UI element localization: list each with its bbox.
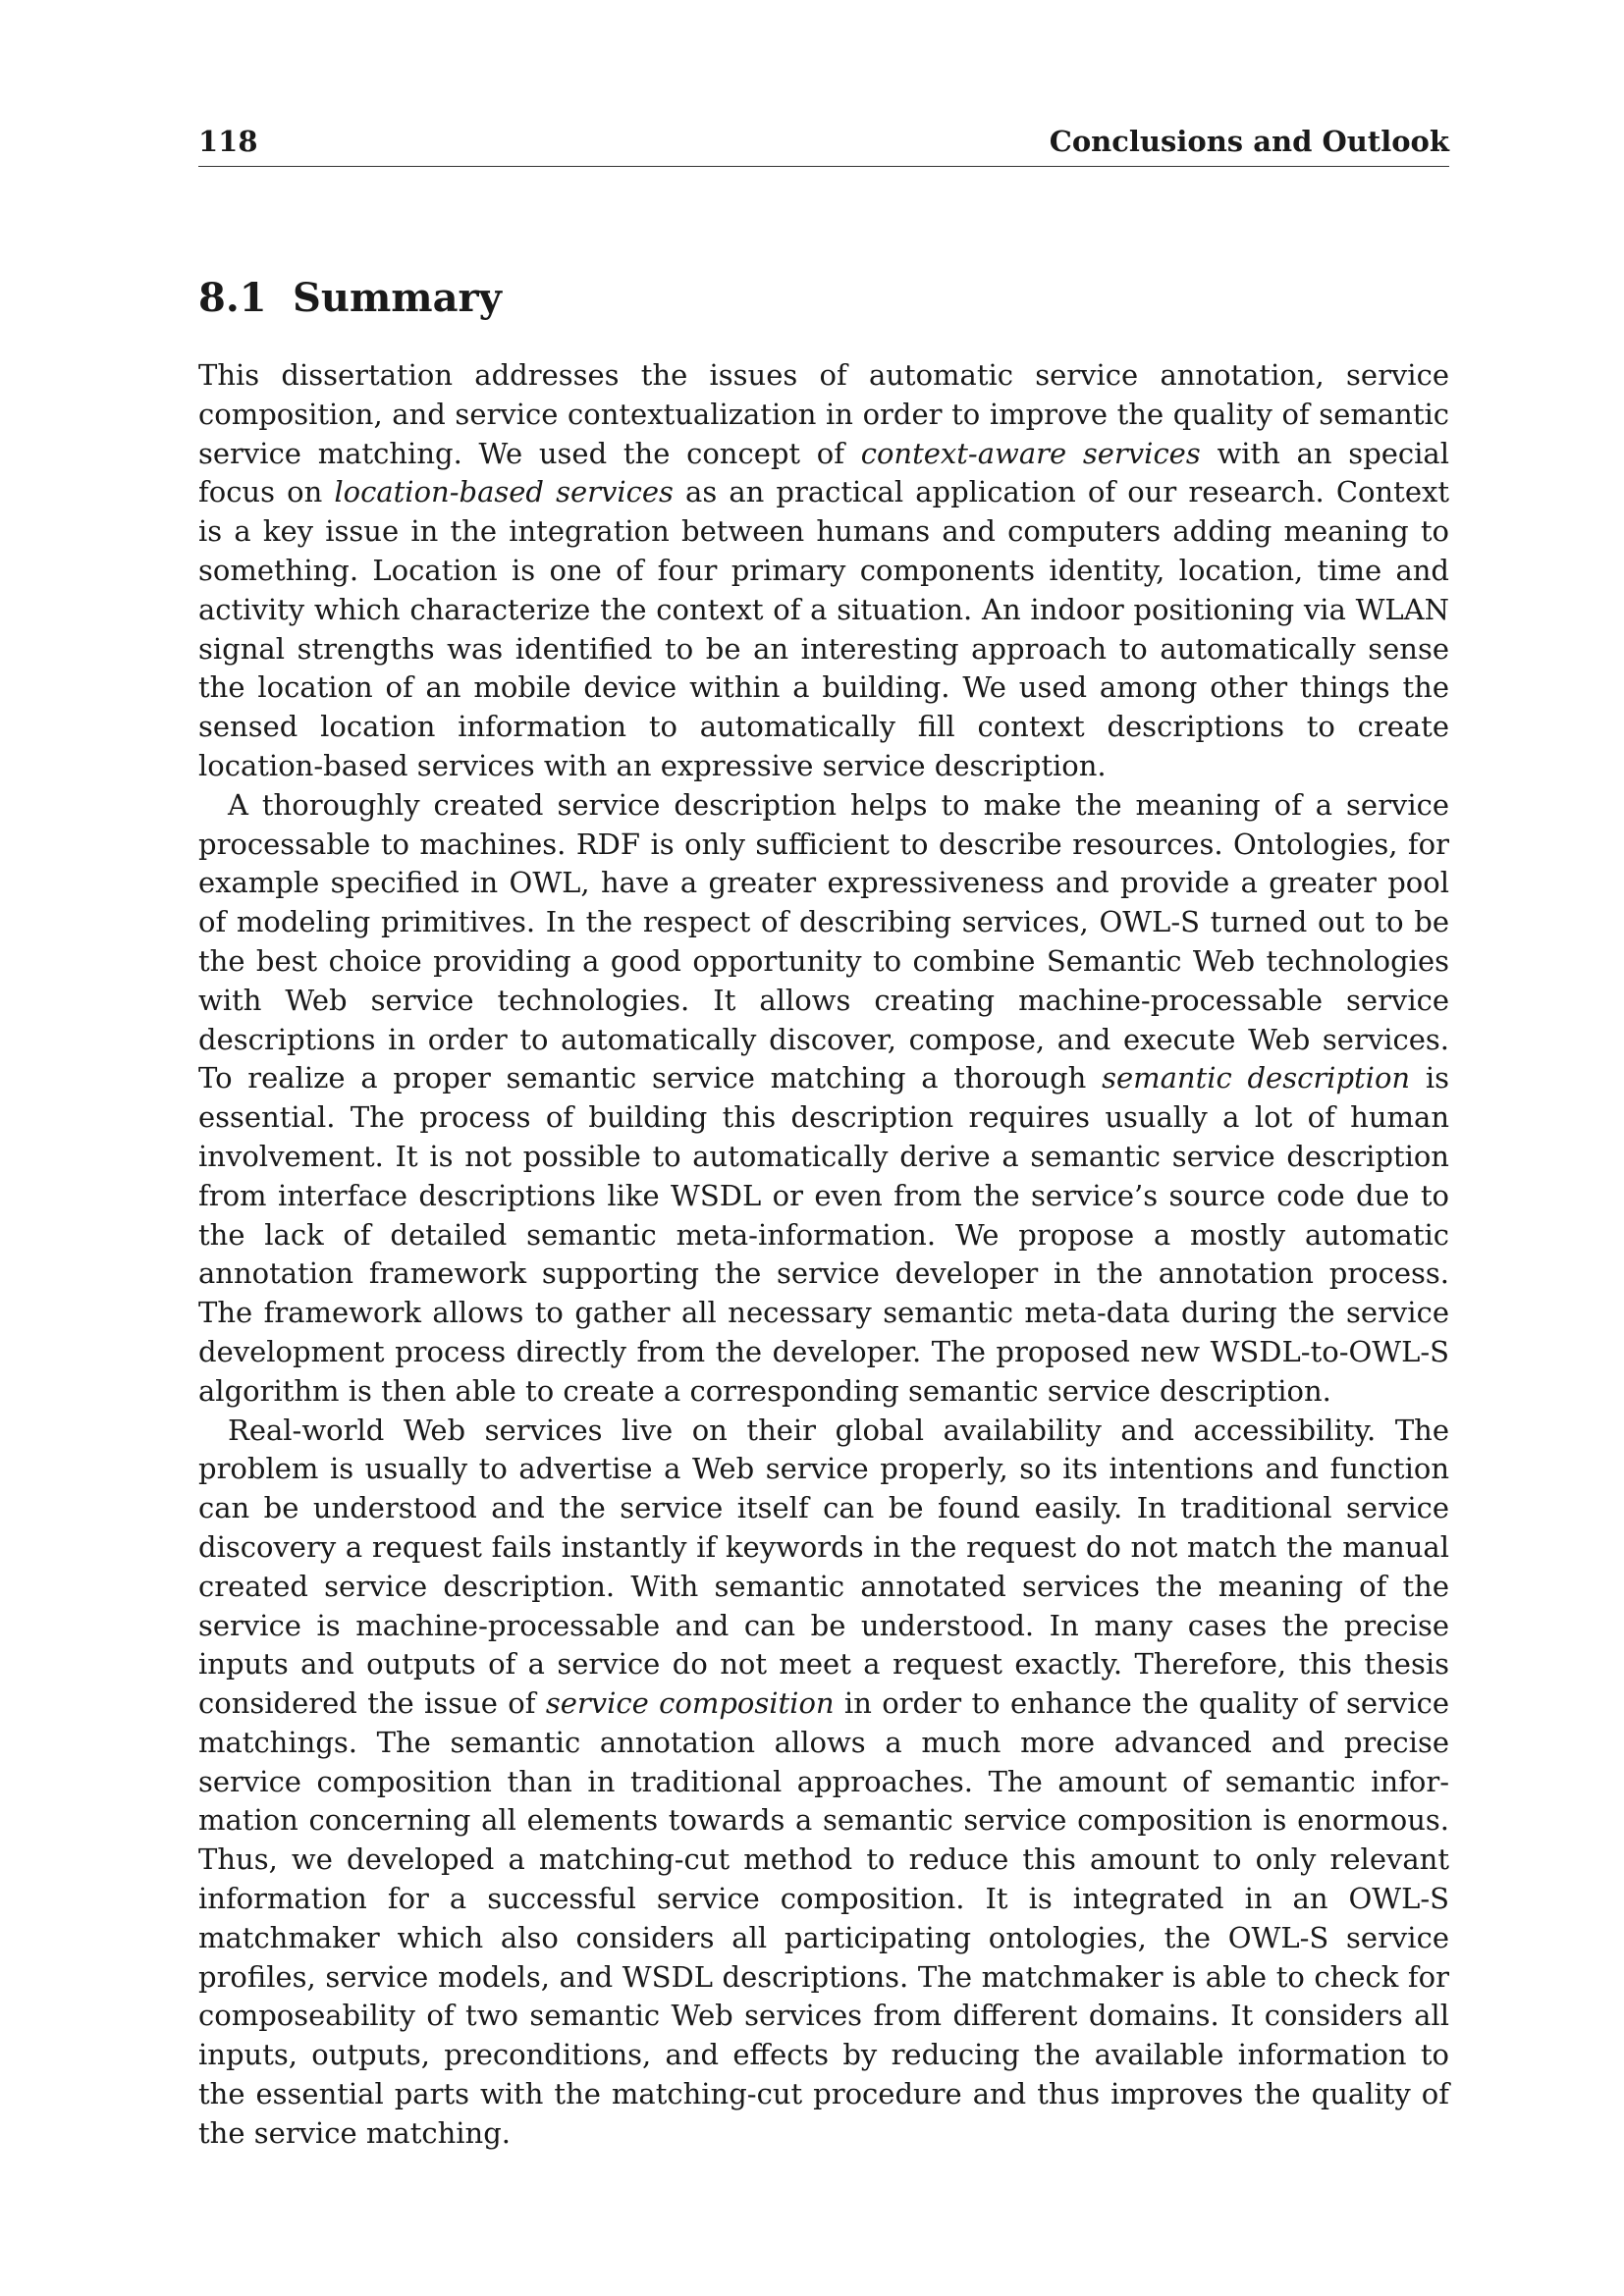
paragraph-2 bbox=[198, 786, 1449, 1412]
paragraph-1-text-c: as an practical application of our research. Context is a key issue in the integration between humans and computers adding meaning to something. Location is one of four primary components identity, location, time and activity which characterize the context of a situation. An indoor positioning via WLAN signal strengths was identified to be an interesting approach to automatically sense the location of an mobile device within a building. We used among other things the sensed location information to automatically fill context descriptions to create location-based services with an expressive service description. bbox=[198, 475, 1449, 782]
section-title: Summary bbox=[293, 275, 502, 321]
paragraph-3 bbox=[198, 1412, 1449, 2154]
paragraph-3-text-a: Real-world Web services live on their global availability and accessibility. The problem is usually to advertise a Web service properly, so its intentions and function can be understood and the service itself can be found easily. In traditional service discovery a request fails instantly if keywords in the request do not match the manual created service description. With semantic annotated services the meaning of the service is machine-processable and can be understood. In many cases the precise inputs and outputs of a service do not meet a request exactly. Therefore, this thesis considered the issue of bbox=[198, 1413, 1449, 1721]
chapter-title: Conclusions and Outlook bbox=[1049, 125, 1449, 158]
paragraph-1-text-a: This dissertation addresses the issues of automatic service annotation, service composition, and service contextualization in order to improve the quality of semantic service matching. We used the concept of bbox=[198, 358, 1449, 470]
paragraph-1-emphasis-2: location-based services bbox=[334, 475, 674, 509]
page-number: 118 bbox=[198, 125, 258, 158]
section-heading bbox=[198, 271, 502, 326]
paragraph-3-text-b: in order to enhance the quality of service matchings. The semantic annotation allows a much more advanced and precise service composition than in traditional approaches. The amount of semantic information concerning all elements towards a semantic service composition is enormous. Thus, we developed a matching-cut method to reduce this amount to only relevant information for a successful service composition. It is integrated in an OWL-S matchmaker which also considers all participating ontologies, the OWL-S service profiles, service models, and WSDL descriptions. The matchmaker is able to check for composeability of two semantic Web services from different domains. It considers all inputs, outputs, preconditions, and effects by reducing the available information to the essential parts with the matching-cut procedure and thus improves the quality of the service matching. bbox=[198, 1686, 1449, 2150]
body-text bbox=[198, 356, 1449, 2154]
paragraph-3-emphasis-1: service composition bbox=[545, 1686, 835, 1721]
paragraph-2-text-b: is essential. The process of building this description requires usually a lot of human involvement. It is not possible to automatically derive a semantic service description from interface descriptions like WSDL or even from the service’s source code due to the lack of detailed semantic meta-information. We propose a mostly automatic annotation framework supporting the service developer in the annotation process. The framework allows to gather all necessary semantic meta-data during the service development process directly from the developer. The proposed new WSDL-to-OWL-S algorithm is then able to create a corresponding semantic service description. bbox=[198, 1061, 1449, 1408]
paragraph-2-emphasis-1: semantic description bbox=[1102, 1061, 1411, 1095]
paragraph-2-text-a: A thoroughly created service description helps to make the meaning of a service processable to machines. RDF is only sufficient to describe resources. Ontologies, for example specified in OWL, have a greater expressiveness and provide a greater pool of modeling primitives. In the respect of describing services, OWL-S turned out to be the best choice providing a good opportunity to combine Semantic Web technologies with Web service technologies. It allows creating machine-processable service descriptions in order to automatically discover, compose, and execute Web services. To realize a proper semantic service matching a thorough bbox=[198, 787, 1449, 1095]
paragraph-1-text-b: with an special focus on bbox=[198, 436, 1449, 509]
section-number: 8.1 bbox=[198, 275, 267, 321]
paragraph-1 bbox=[198, 356, 1449, 786]
running-header bbox=[198, 124, 1449, 167]
paragraph-1-emphasis-1: context-aware services bbox=[860, 436, 1201, 470]
